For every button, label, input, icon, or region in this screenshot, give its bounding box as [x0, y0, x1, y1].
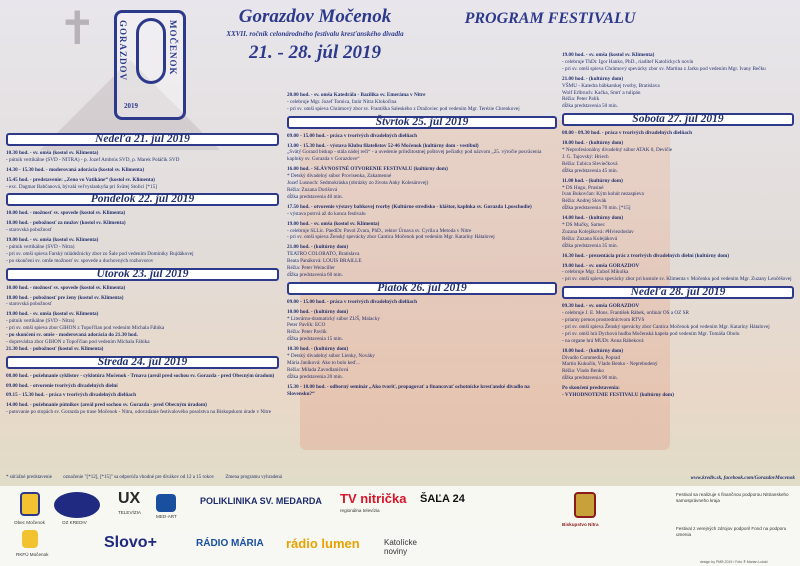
day-heading-monday-22: Pondelok 22. júl 2019 — [6, 193, 279, 206]
event-line: dĺžka predstavenia 70 min. [*15] — [562, 205, 631, 212]
event-line: 09.30 hod. - sv. omša GORAZDOV — [562, 303, 640, 310]
event-line: 17.50 hod. - otvorenie výstavy babkovej tvorby (Kultúrne stredisko - kláštor, kaplnka sv. Gorazda 1.poschodie) — [287, 203, 532, 210]
sponsor-oz-krediv: OZ KREDIV — [62, 520, 87, 525]
cross-icon: ✝ — [58, 3, 97, 54]
sponsor-radio-lumen: rádio lumen — [286, 536, 360, 551]
event-line: * DS Hugo, Prusiné — [562, 184, 604, 191]
sponsor-katolicke-noviny: Katolícke noviny — [384, 538, 417, 556]
event-line: dĺžka predstavenia 35 min. — [562, 242, 618, 249]
day-heading-tuesday-23: Utorok 23. júl 2019 — [6, 268, 279, 281]
event-line: - pútnik vertikálne (SVD - Nitra) — [6, 318, 75, 325]
event-line: - VYHODNOTENIE FESTIVALU (kultúrny dom) — [562, 392, 674, 399]
event-line: dĺžka predstavenia 50 min. — [562, 103, 618, 110]
logo-year: 2019 — [124, 102, 138, 110]
event-line: - pri sv. omši hrá Dychová hudba Močenská kapela pod vedením Mgr. Tomáša Obolu — [562, 330, 740, 337]
event-line: Peter Pavlík: ECO — [287, 322, 326, 329]
event-line: Divadlo Commedia, Poprad — [562, 354, 621, 361]
med-art-logo-icon — [156, 494, 176, 512]
event-line: dĺžka predstavenia 40 min. — [287, 193, 343, 200]
event-line: 11.00 hod. - (kultúrny dom) — [562, 177, 623, 184]
event-line: * Detský divadelný súbor Lienky, Nováky — [287, 353, 375, 360]
event-line: - pri sv. omši spieva spevácky zbor pri kostole sv. Klimenta v Močenku pod vedením Mgr. Zuzany Lenčéšovej — [562, 276, 792, 283]
event-line: Ivan Bukovčan: Kým kohút nezaspieva — [562, 191, 644, 198]
event-line: VŠMU - Katedra bábkarskej tvorby, Bratislava — [562, 82, 660, 89]
event-line: Zuzana Kolejáková: #Hviezdoslav — [562, 228, 634, 235]
obec-mocenok-crest-icon — [20, 492, 40, 516]
day-heading-sunday-21: Nedeľa 21. júl 2019 — [6, 133, 279, 146]
event-line: 15.45 hod. - predstavenie: „Zeno vo Vatikáne“ (kostol sv. Klimenta) — [6, 176, 155, 183]
sponsor-ux-tv: TELEVÍZIA — [118, 510, 141, 515]
sponsor-slovo: Slovo+ — [104, 534, 157, 551]
event-line: - pri sv. omši spieva zbor GIHON z Topoľčian pod vedením Michala Fábika — [6, 325, 165, 332]
event-line: 20.00 hod. - sv. omša Katedrála - Bazilika sv. Emeráma v Nitre — [287, 92, 426, 98]
event-line: Mária Janíková: Ako to bolo keď... — [287, 360, 360, 366]
event-line: - starovská pobožnosť — [6, 227, 53, 234]
rkfu-cross-icon — [22, 530, 38, 548]
event-line: 19.00 hod. - sv. omša (kostol sv. Klimenta) — [562, 52, 655, 58]
event-line: - pri sv. omši spieva Ženský spevácky zbor Cantica Močenok pod vedením Mgr. Kataríny Hátalovej — [287, 234, 495, 241]
event-line: 21.00 hod. - (kultúrny dom) — [287, 244, 349, 251]
event-line: - celebruje SLLic. PaedDr. Pavol Zvara, PhD., rektor Úrnava sv. Cyrila a Metoda v Nitre — [287, 227, 472, 234]
note-changes: Zmena programu vyhradená — [225, 475, 283, 480]
sponsor-strip — [0, 486, 800, 566]
sponsor-tv-nitricka: TV nitrička — [340, 491, 407, 506]
website-link[interactable]: www.krediv.sk, facebook.com/GorazdovMocenok — [690, 475, 795, 481]
event-line: 21.30 hod. - pobožnosť (kostol sv. Klimenta) — [6, 345, 104, 352]
event-line: Réžia: Peter Pavlík — [287, 329, 327, 336]
event-line: 10.30 hod. - (kultúrny dom) — [287, 346, 349, 353]
design-credit: design by PMB 2019 / Foto ® Marian Lukáč — [700, 560, 768, 564]
event-line: 19.00 hod. - sv. omša (kostol sv. Klimenta) — [6, 311, 99, 318]
event-line: Po skončení predstavenia: — [562, 385, 620, 392]
note-competition: * súťažné predstavenie — [6, 475, 53, 480]
event-line: 19.00 hod. - sv. omša (kostol sv. Klimenta) — [287, 220, 380, 227]
event-line: 13.00 - 15.30 hod. - výstava Klubu filatelistov 52-46 Močenok (kultúrny dom - vestibul) — [287, 142, 479, 149]
program-title: PROGRAM FESTIVALU — [464, 10, 636, 27]
event-line: 09.00 hod. - otvorenie tvorivých divadelných dielní — [6, 382, 118, 389]
event-line: Réžia: Zuzana Kolejáková — [562, 235, 618, 242]
event-line: * Literárno-dramatický súbor ZUŠ, Malacky — [287, 315, 380, 322]
event-line: 10.00 hod. - možnosť sv. spovede (kostol sv. Klimenta) — [6, 284, 126, 291]
event-line: - celebruje Mgr. Ľuboš Mikulka — [562, 269, 629, 276]
sponsor-rkfu: RKFÚ Močenok — [16, 552, 49, 557]
logo-letters-left: GORAZDOV — [118, 20, 128, 82]
sponsor-obec-mocenok: Obec Močenok — [14, 520, 45, 525]
event-line: - celebruje Mgr. Jozef Tomica, farár Nitra Klokočina — [287, 98, 397, 105]
event-line: - celebruje J. E. Mons. František Rábek, ordinár OS a OZ SR — [562, 310, 689, 317]
program-column-3 — [562, 52, 794, 402]
event-line: - celebruje ThDr. Igor Hanko, PhD., riaditeľ Katolíckych novín — [562, 58, 694, 65]
event-line: 10.30 hod. - sv. omša (kostol sv. Klimenta) — [6, 149, 99, 156]
event-line: 08.00 - 09.30 hod. - práca v tvorivých divadelných dielňach — [562, 130, 692, 137]
note-age-rating: označenie "[*12], [*15]" sa odporúča vhodné pre divákov od 12 a 15 rokov — [63, 475, 215, 480]
event-line: 09.00 - 15.00 hod. - práca v tvorivých divadelných dielňach — [287, 298, 417, 305]
event-line: - výstava potrvá až do konca festivalu — [287, 210, 366, 217]
event-line: - pri sv. omši spieva Chrámový spevácky zbor sv. Martina z Jarku pod vedením Mgr. Ivany Bečku — [562, 65, 766, 72]
event-line: 10.00 hod. - (kultúrny dom) — [562, 140, 624, 147]
event-line: „Svätý Gorazd biskup - stála nádej reči“ - a uvedenie príležitostnej poštovej pečiatky pod názvom „25. výročie posväcenia kaplnky sv. Gorazda v Gorazdove“ — [287, 149, 542, 163]
event-line: - pútnik vertikálne (SVD - Nitra) — [6, 243, 75, 250]
event-line: 14.30 - 15.30 hod. - moderovaná adorácia (kostol sv. Klimenta) — [6, 166, 145, 173]
event-line: 19.00 hod. - sv. omša GORAZDOV — [562, 262, 640, 269]
sponsor-sala24: ŠAĽA 24 — [420, 493, 465, 505]
festival-dates: 21. - 28. júl 2019 — [249, 42, 381, 63]
event-line: Jozef Lusnoch: Sedmokráska (obrázky zo života Anky Kolesárovej) — [287, 180, 429, 187]
event-line: - na organe hrá MUDr. Anna Rábeková — [562, 337, 644, 344]
event-line: 09.00 - 15.00 hod. - práca v tvorivých divadelných dielňach — [287, 132, 417, 139]
event-line: 18.00 hod. - (kultúrny dom) — [562, 347, 624, 354]
event-line: J. G. Tajovský: Hriech — [562, 153, 609, 160]
event-line: TEATRO COLORATO, Bratislava — [287, 251, 360, 258]
program-column-1 — [6, 130, 279, 419]
event-line: dĺžka predstavenia 60 min. — [287, 271, 343, 278]
event-line: Réžia: Vlado Benko — [562, 368, 604, 375]
event-line: dĺžka predstavenia 90 min. — [562, 375, 618, 382]
day-heading-friday-26: Piatok 26. júl 2019 — [287, 282, 557, 295]
program-column-2 — [287, 92, 557, 401]
event-line: 14.00 hod. - požehnanie pútnikov (areál pred sochou sv. Gorazda - pred Obecným úradom) — [6, 402, 207, 409]
event-line: - pútnik vertikálne (SVD - NITRA) - p. Jozef Ambrús SVD, p. Marek Poláčik SVD — [6, 156, 180, 163]
event-line: - po skončení sv. omše - moderovaná adorácia do 21.30 hod. — [6, 332, 138, 339]
event-line: 08.00 hod. - požehnanie cyklistov - cyklotúra Močenok - Trnava (areál pred sochou sv. Gorazda - pred Obecným úradom) — [6, 372, 275, 379]
sponsor-ux: UX — [118, 490, 141, 507]
event-line: Wolf Erlbruch: Kačka, Smrť a tulipán — [562, 89, 641, 96]
event-line: 09.15 - 15.30 hod. - práca v tvorivých divadelných dielňach — [6, 392, 136, 399]
event-line: 10.00 hod. - (kultúrny dom) — [287, 308, 349, 315]
sponsor-poliklinika: POLIKLINIKA SV. MEDARDA — [200, 496, 322, 506]
event-line: 15.30 - 18.00 hod. - odborný seminár „Ako tvoriť, propagovať a financovať ochotnícke kresťanské divadlo na Slovensku?“ — [287, 383, 530, 397]
sponsor-biskupstvo-nitra: Biskupstvo Nitra — [562, 522, 599, 527]
oz-krediv-logo-icon — [54, 492, 100, 518]
event-line: Réžia: Peter Weinciller — [287, 265, 335, 272]
event-line: Réžia: Zuzana Dorišová — [287, 186, 338, 193]
event-line: - exc. Dagmar Babčanová, bývalá veľvyslankyňa pri Svätej Stolici [*15] — [6, 183, 157, 190]
event-line: dĺžka predstavenia 45 min. — [562, 167, 618, 174]
event-line: Réžia: Ľubica Sleviečková — [562, 160, 618, 167]
event-line: 21.00 hod. - (kultúrny dom) — [562, 75, 624, 82]
event-line: 19.00 hod. - sv. omša (kostol sv. Klimenta) — [6, 237, 99, 244]
event-line: Réžia: Peter Palík — [562, 96, 600, 103]
day-heading-saturday-27: Sobota 27. júl 2019 — [562, 113, 794, 126]
event-line: - putovanie po stopách sv. Gorazda po trase Močenok - Nitra, odovzdanie festivalového posolstva na Biskupskom úrade v Nitre — [6, 409, 272, 416]
event-line: - pri sv. omši spieva Farský mládežnícky zbor zo Šale pod vedením Dominiky Bujdákovej — [6, 250, 194, 257]
event-line: 18.00 hod. - pobožnosť pre ženy (kostol sv. Klimenta) — [6, 294, 124, 301]
sponsor-radio-maria: RÁDIO MÁRIA — [196, 538, 264, 549]
logo-figure-icon — [136, 18, 166, 84]
day-heading-sunday-28: Nedeľa 28. júl 2019 — [562, 286, 794, 299]
event-line: Martin Kukučín, Vlado Benko - Neprebudený — [562, 361, 658, 368]
sponsor-nitra-region: Festival sa realizuje s finančnou podporou Nitrianskeho samosprávneho kraja — [676, 492, 789, 503]
event-line: - priamy prenos prostredníctvom RTVS — [562, 317, 645, 323]
festival-subtitle: XXVII. ročník celonárodného festivalu kresťanského divadla — [226, 30, 404, 38]
event-line: - starovská pobožnosť — [6, 301, 53, 308]
event-line: 14.00 hod. - (kultúrny dom) — [562, 215, 624, 222]
event-line: - pri sv. omši spieva Chrámový zbor sv. Františka Saleského z Dražoviec pod vedením Mgr. Terézie Chrenkovej — [287, 105, 520, 112]
event-line: 18.00 hod. - pobožnosť za mužov (kostol sv. Klimenta) — [6, 220, 126, 227]
event-line: - pri sv. omši spieva Ženský spevácky zbor Cantica Močenok pod vedením Mgr. Kataríny Hátalovej — [562, 323, 770, 330]
event-line: Réžia: Milada Zavodlaničová — [287, 366, 349, 373]
event-line: Réžia: Andrej Slovák — [562, 198, 607, 205]
event-line: dĺžka predstavenia 15 min. — [287, 336, 343, 343]
event-line: Beata Panáková: LOUIS BRAILLE — [287, 258, 362, 265]
event-line: * Detský divadelný súbor Provisenka, Zakamenné — [287, 173, 392, 180]
logo-letters-right: MOČENOK — [168, 20, 178, 76]
sponsor-med-art: MED-ART — [156, 514, 177, 519]
event-line: 16.30 hod. - prezentácia prác z tvorivých divadelných dielní (kultúrny dom) — [562, 252, 730, 259]
sponsor-fond-umenia: Festival z verejných zdrojov podporil Fond na podporu umenia — [676, 526, 787, 537]
event-line: * DS Mučky, Sarnec — [562, 222, 605, 229]
event-line: - po skončení sv. omše možnosť sv. spovede a duchovných rozhovorov — [6, 257, 154, 264]
event-line: dĺžka predstavenia 20 min. — [287, 373, 343, 380]
sponsor-tv-nitricka-sub: regionálna televízia — [340, 508, 380, 513]
festival-title: Gorazdov Močenok — [238, 6, 392, 27]
biskupstvo-nitra-crest-icon — [574, 492, 596, 518]
event-line: 16.00 hod. - SLÁVNOSTNÉ OTVORENIE FESTIVALU (kultúrny dom) — [287, 166, 448, 173]
day-heading-wednesday-24: Streda 24. júl 2019 — [6, 356, 279, 369]
event-line: 10.00 hod. - možnosť sv. spovede (kostol sv. Klimenta) — [6, 210, 126, 217]
day-heading-thursday-25: Štvrtok 25. júl 2019 — [287, 116, 557, 129]
event-line: - doprevádza zbor GIHON z Topoľčian pod vedením Michala Fábika — [6, 338, 150, 345]
event-line: * Neprofesionálny divadelný súbor ATAK 0, Devičie — [562, 146, 673, 153]
